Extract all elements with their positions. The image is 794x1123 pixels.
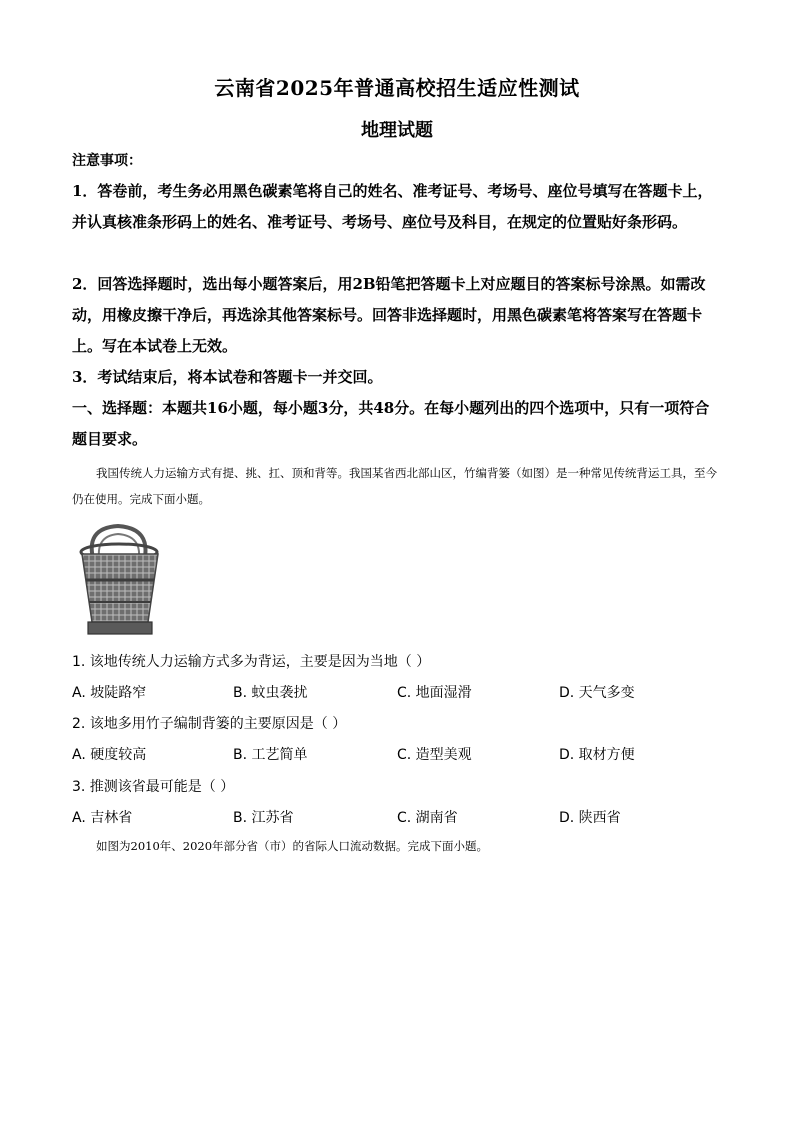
question-2-option-c: C. 造型美观 (397, 747, 472, 763)
notice-item-2: 2．回答选择题时，选出每小题答案后，用2B铅笔把答题卡上对应题目的答案标号涂黑。如需改动，用橡皮擦干净后，再选涂其他答案标号。回答非选择题时，用黑色碳素笔将答案写在答题卡上。写在本试卷上无效。 (72, 275, 706, 355)
question-1-option-a: A. 坡陡路窄 (72, 685, 147, 701)
question-2-option-b: B. 工艺简单 (233, 747, 308, 763)
question-1-option-d: D. 天气多变 (559, 685, 635, 701)
question-3-option-d: D. 陕西省 (559, 810, 621, 826)
subject-title: 地理试题 (361, 120, 433, 141)
question-1-option-c: C. 地面湿滑 (397, 685, 472, 701)
question-3-option-c: C. 湖南省 (397, 810, 458, 826)
page-title: 云南省2025年普通高校招生适应性测试 (214, 76, 580, 100)
question-3-option-b: B. 江苏省 (233, 810, 294, 826)
material-text-2: 如图为2010年、2020年部分省（市）的省际人口流动数据。完成下面小题。 (96, 839, 489, 853)
bamboo-basket-icon (74, 522, 166, 642)
question-3-option-a: A. 吉林省 (72, 810, 133, 826)
question-1-stem: 1. 该地传统人力运输方式多为背运，主要是因为当地（ ） (72, 654, 431, 670)
notice-item-3: 3．考试结束后，将本试卷和答题卡一并交回。 (72, 368, 383, 386)
question-1-option-b: B. 蚊虫袭扰 (233, 685, 308, 701)
question-2-stem: 2. 该地多用竹子编制背篓的主要原因是（ ） (72, 716, 347, 732)
question-3-stem: 3. 推测该省最可能是（ ） (72, 779, 235, 795)
question-2-option-d: D. 取材方便 (559, 747, 635, 763)
question-2-option-a: A. 硬度较高 (72, 747, 147, 763)
material-text: 我国传统人力运输方式有提、挑、扛、顶和背等。我国某省西北部山区，竹编背篓（如图）是一种常见传统背运工具，至今仍在使用。完成下面小题。 (72, 466, 717, 506)
notice-heading: 注意事项： (72, 153, 142, 169)
bamboo-basket-figure (74, 522, 166, 642)
notice-item-1: 1．答卷前，考生务必用黑色碳素笔将自己的姓名、准考证号、考场号、座位号填写在答题卡上，并认真核准条形码上的姓名、准考证号、考场号、座位号及科目，在规定的位置贴好条形码。 (72, 182, 713, 231)
section-heading: 一、选择题：本题共16小题，每小题3分，共48分。在每小题列出的四个选项中，只有一项符合题目要求。 (72, 399, 710, 448)
